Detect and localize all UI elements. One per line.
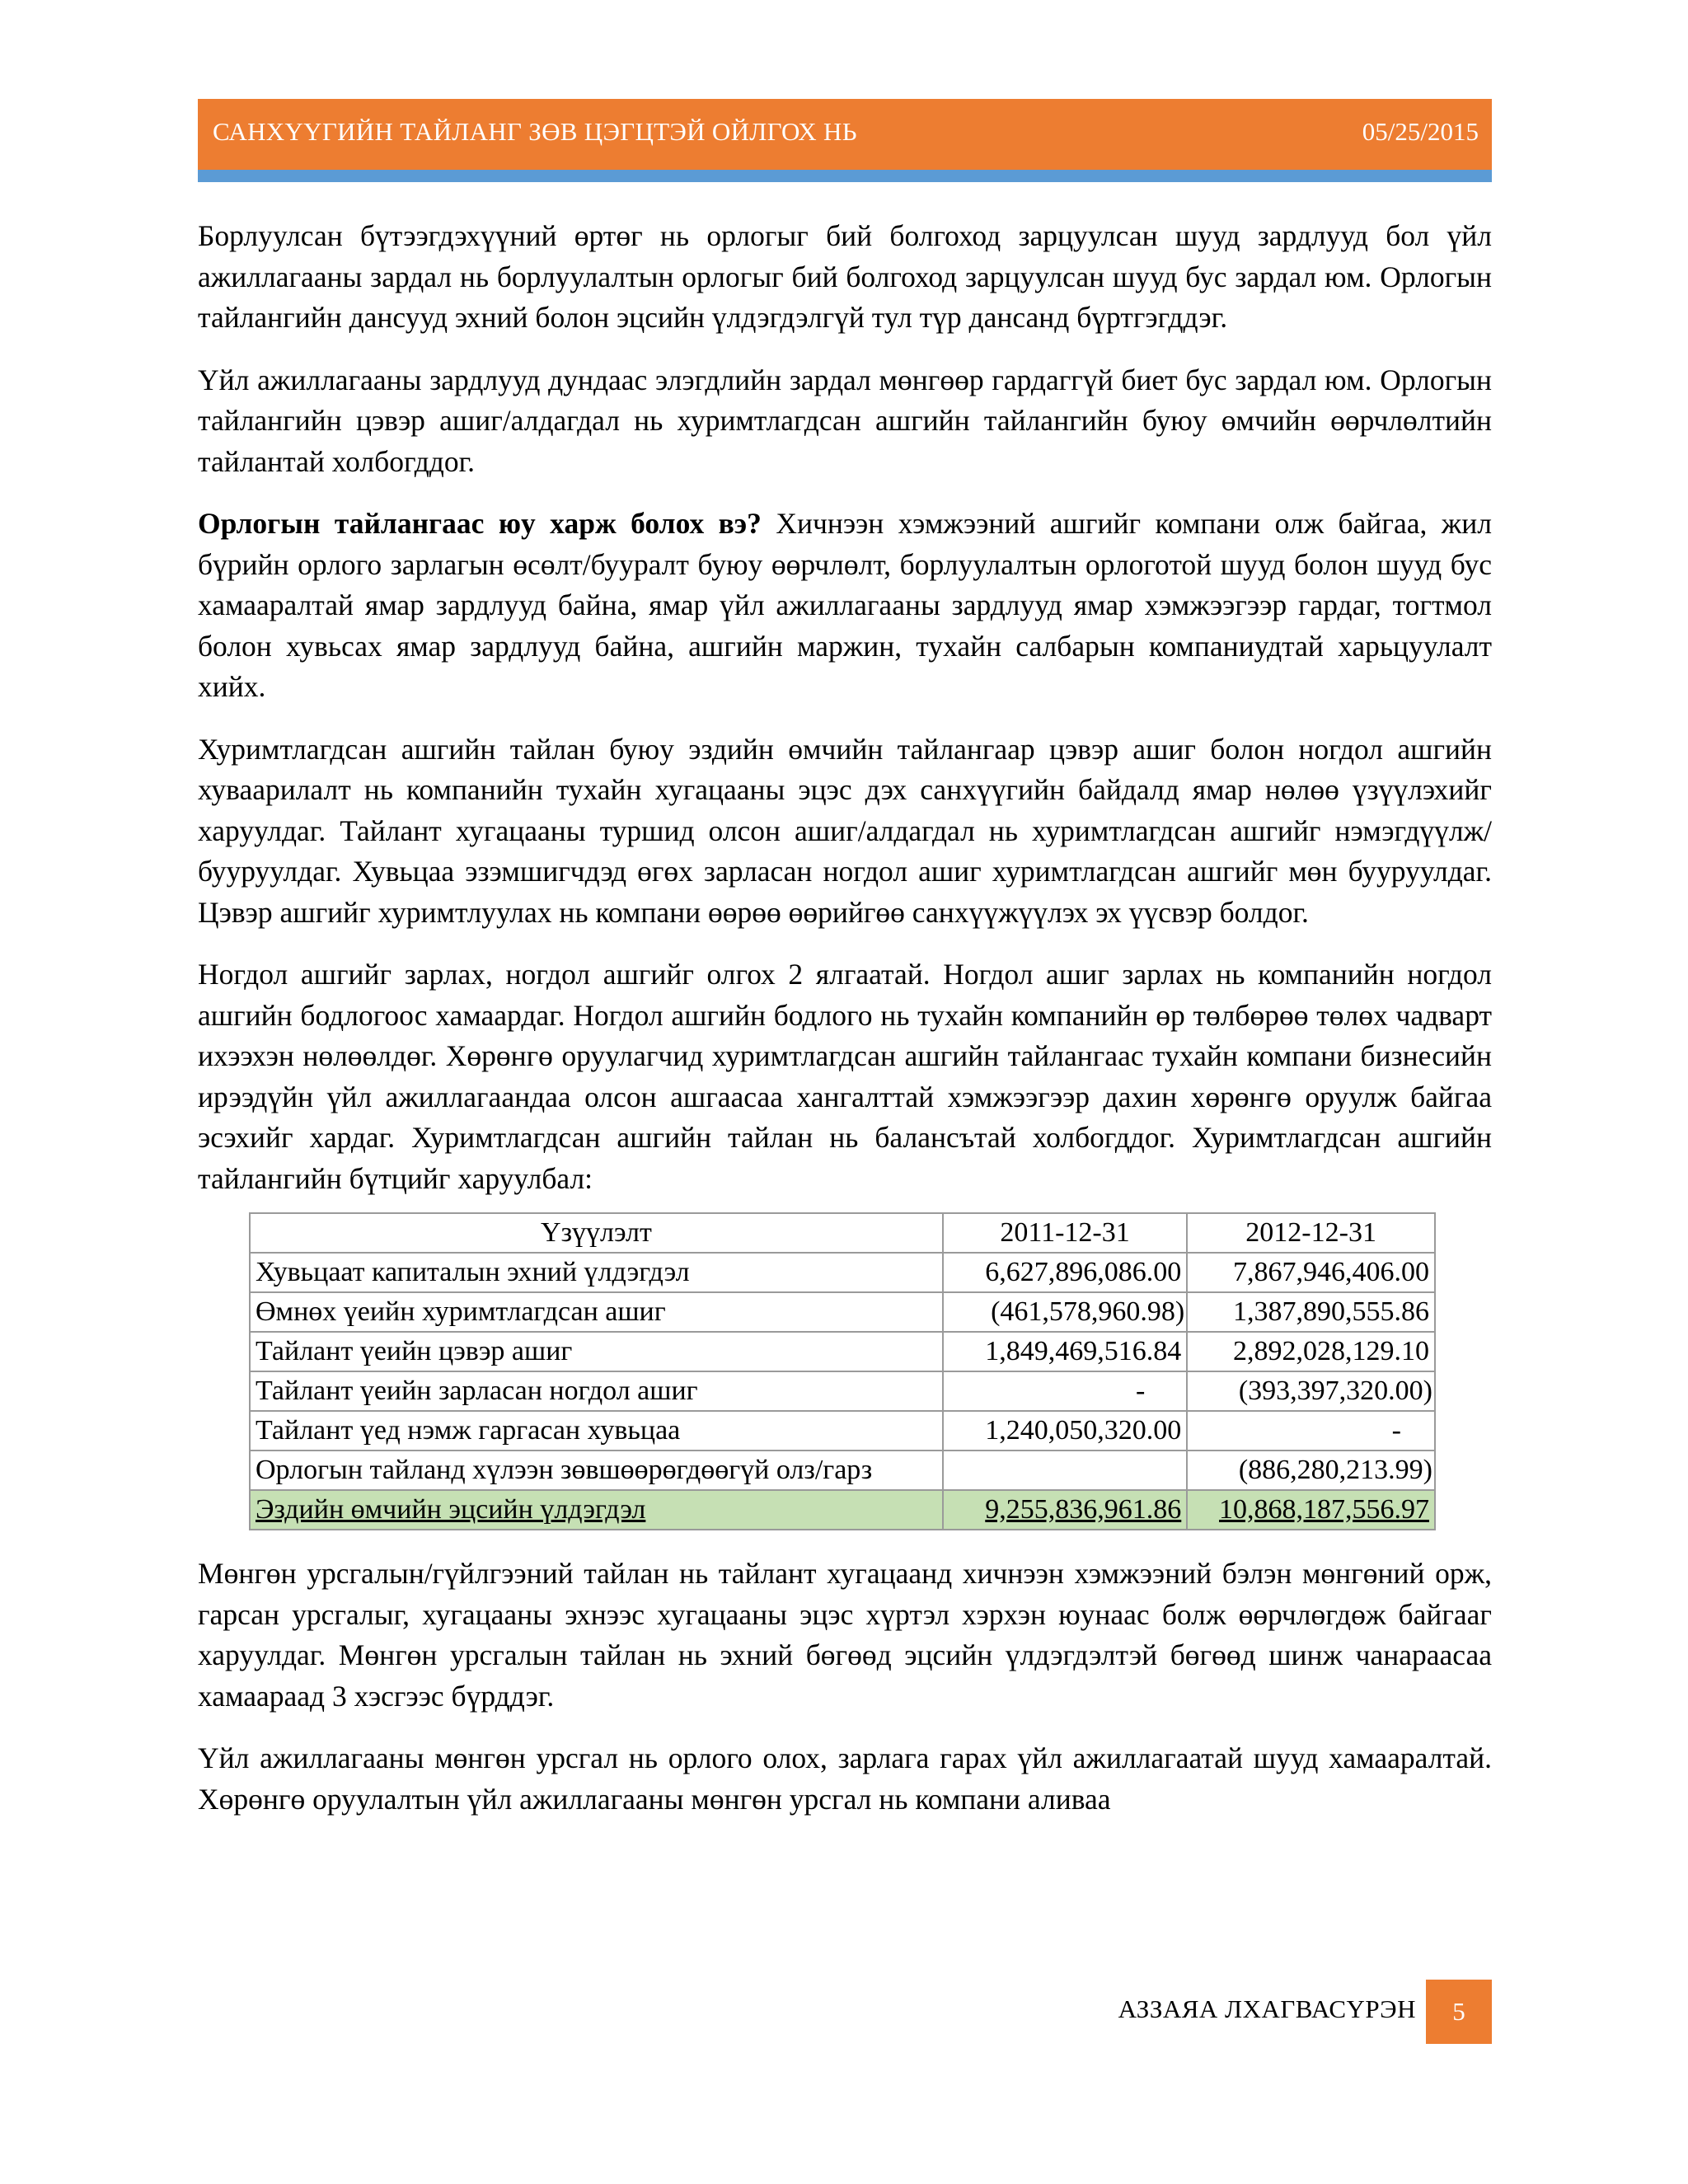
table-header-cell: 2012-12-31 xyxy=(1187,1213,1435,1253)
table-header-cell: 2011-12-31 xyxy=(943,1213,1187,1253)
table-cell-label: Өмнөх үеийн хуримтлагдсан ашиг xyxy=(250,1292,943,1332)
table-cell-value: (461,578,960.98) xyxy=(943,1292,1187,1332)
paragraph-3 xyxy=(198,504,1492,708)
table-cell-value: (886,280,213.99) xyxy=(1187,1451,1435,1490)
table-cell-value: 6,627,896,086.00 xyxy=(943,1253,1187,1292)
table-cell-value: - xyxy=(943,1371,1187,1411)
header-title: САНХҮҮГИЙН ТАЙЛАНГ ЗӨВ ЦЭГЦТЭЙ ОЙЛГОХ НЬ xyxy=(213,117,857,146)
table-cell-value: 2,892,028,129.10 xyxy=(1187,1332,1435,1371)
table-cell-value: 1,387,890,555.86 xyxy=(1187,1292,1435,1332)
header-date: 05/25/2015 xyxy=(1362,117,1479,146)
table-header-cell: Үзүүлэлт xyxy=(250,1213,943,1253)
table-row xyxy=(250,1371,1435,1411)
table-row xyxy=(250,1253,1435,1292)
table-cell-label: Орлогын тайланд хүлээн зөвшөөрөгдөөгүй олз/гарз xyxy=(250,1451,943,1490)
table-row xyxy=(250,1292,1435,1332)
paragraph-7: Үйл ажиллагааны мөнгөн урсгал нь орлого олох, зарлага гарах үйл ажиллагаатай шууд хамааралтай. Хөрөнгө оруулалтын үйл ажиллагааны мөнгөн урсгал нь компани аливаа xyxy=(198,1741,1492,1816)
table-cell-label: Хувьцаат капиталын эхний үлдэгдэл xyxy=(250,1253,943,1292)
header-underline xyxy=(198,170,1492,182)
table-cell-value: (393,397,320.00) xyxy=(1187,1371,1435,1411)
table-cell-value: 7,867,946,406.00 xyxy=(1187,1253,1435,1292)
paragraph-3-text: Хичнээн хэмжээний ашгийг компани олж байгаа, жил бүрийн орлого зарлагын өсөлт/бууралт буюу өөрчлөлт, борлуулалтын орлоготой шууд болон шууд бус хамааралтай ямар зардлууд байна, ямар үйл ажиллагааны зардлууд ямар хэмжээгээр гардаг, тогтмол болон хувьсах ямар зардлууд байна, ашгийн маржин, тухайн салбарын компаниудтай харьцуулалт хийх. xyxy=(198,507,1492,703)
paragraph-1: Борлуулсан бүтээгдэхүүний өртөг нь орлогыг бий болгоход зарцуулсан шууд зардлууд бол үйл ажиллагааны зардал нь борлуулалтын орлогыг бий болгоход зарцуулсан шууд бус зардал юм. Орлогын тайлангийн дансууд эхний болон эцсийн үлдэгдэлгүй тул түр дансанд бүртгэгддэг. xyxy=(198,219,1492,334)
table-header-row xyxy=(250,1213,1435,1253)
equity-table xyxy=(249,1212,1436,1530)
table-total-row xyxy=(250,1490,1435,1530)
paragraph-5: Ногдол ашгийг зарлах, ногдол ашгийг олгох 2 ялгаатай. Ногдол ашиг зарлах нь компанийн ногдол ашгийн бодлогоос хамаардаг. Ногдол ашгийн бодлого нь тухайн компанийн өр төлбөрөө төлөх чадварт ихээхэн нөлөөлдөг. Хөрөнгө оруулагчид хуримтлагдсан ашгийн тайлангаас тухайн компани бизнесийн ирээдүйн үйл ажиллагаандаа олсон ашгаасаа хангалттай хэмжээгээр дахин хөрөнгө оруулж байгаа эсэхийг хардаг. Хуримтлагдсан ашгийн тайлан нь балансътай холбогддог. Хуримтлагдсан ашгийн тайлангийн бүтцийг харуулбал: xyxy=(198,958,1492,1195)
table-cell-value: 10,868,187,556.97 xyxy=(1187,1490,1435,1530)
table-cell-value: 1,849,469,516.84 xyxy=(943,1332,1187,1371)
table-cell-value xyxy=(943,1451,1187,1490)
footer-author: АЗЗАЯА ЛХАГВАСҮРЭН xyxy=(1118,1994,1416,2023)
table-cell-value: 1,240,050,320.00 xyxy=(943,1411,1187,1451)
table-cell-label: Тайлант үеийн цэвэр ашиг xyxy=(250,1332,943,1371)
document-body xyxy=(198,216,1492,1841)
table-cell-value: - xyxy=(1187,1411,1435,1451)
table-row xyxy=(250,1332,1435,1371)
page-number: 5 xyxy=(1426,1980,1492,2044)
paragraph-3-heading: Орлогын тайлангаас юу харж болох вэ? xyxy=(198,507,762,540)
paragraph-4: Хуримтлагдсан ашгийн тайлан буюу эздийн өмчийн тайлангаар цэвэр ашиг болон ногдол ашгийн хуваарилалт нь компанийн тухайн хугацааны эцэс дэх санхүүгийн байдалд ямар нөлөө үзүүлэхийг харуулдаг. Тайлант хугацааны туршид олсон ашиг/алдагдал нь хуримтлагдсан ашгийг нэмэгдүүлж/бууруулдаг. Хувьцаа эзэмшигчдэд өгөх зарласан ногдол ашиг хуримтлагдсан ашгийг мөн бууруулдаг. Цэвэр ашгийг хуримтлуулах нь компани өөрөө өөрийгөө санхүүжүүлэх эх үүсвэр болдог. xyxy=(198,732,1492,929)
table-cell-label: Тайлант үеийн зарласан ногдол ашиг xyxy=(250,1371,943,1411)
table-cell-label: Тайлант үед нэмж гаргасан хувьцаа xyxy=(250,1411,943,1451)
table-cell-value: 9,255,836,961.86 xyxy=(943,1490,1187,1530)
paragraph-2: Үйл ажиллагааны зардлууд дундаас элэгдлийн зардал мөнгөөр гардаггүй биет бус зардал юм. Орлогын тайлангийн цэвэр ашиг/алдагдал нь хуримтлагдсан ашгийн тайлангийн буюу өмчийн өөрчлөлтийн тайлантай холбогддог. xyxy=(198,363,1492,478)
paragraph-6: Мөнгөн урсгалын/гүйлгээний тайлан нь тайлант хугацаанд хичнээн хэмжээний бэлэн мөнгөний орж, гарсан урсгалыг, хугацааны эхнээс хугацааны эцэс хүртэл хэрхэн юунаас болж өөрчлөгдөж байгааг харуулдаг. Мөнгөн урсгалын тайлан нь эхний бөгөөд эцсийн үлдэгдэлтэй бөгөөд шинж чанараасаа хамаараад 3 хэсгээс бүрддэг. xyxy=(198,1557,1492,1713)
table-row xyxy=(250,1451,1435,1490)
table-row xyxy=(250,1411,1435,1451)
table-cell-label: Эздийн өмчийн эцсийн үлдэгдэл xyxy=(250,1490,943,1530)
